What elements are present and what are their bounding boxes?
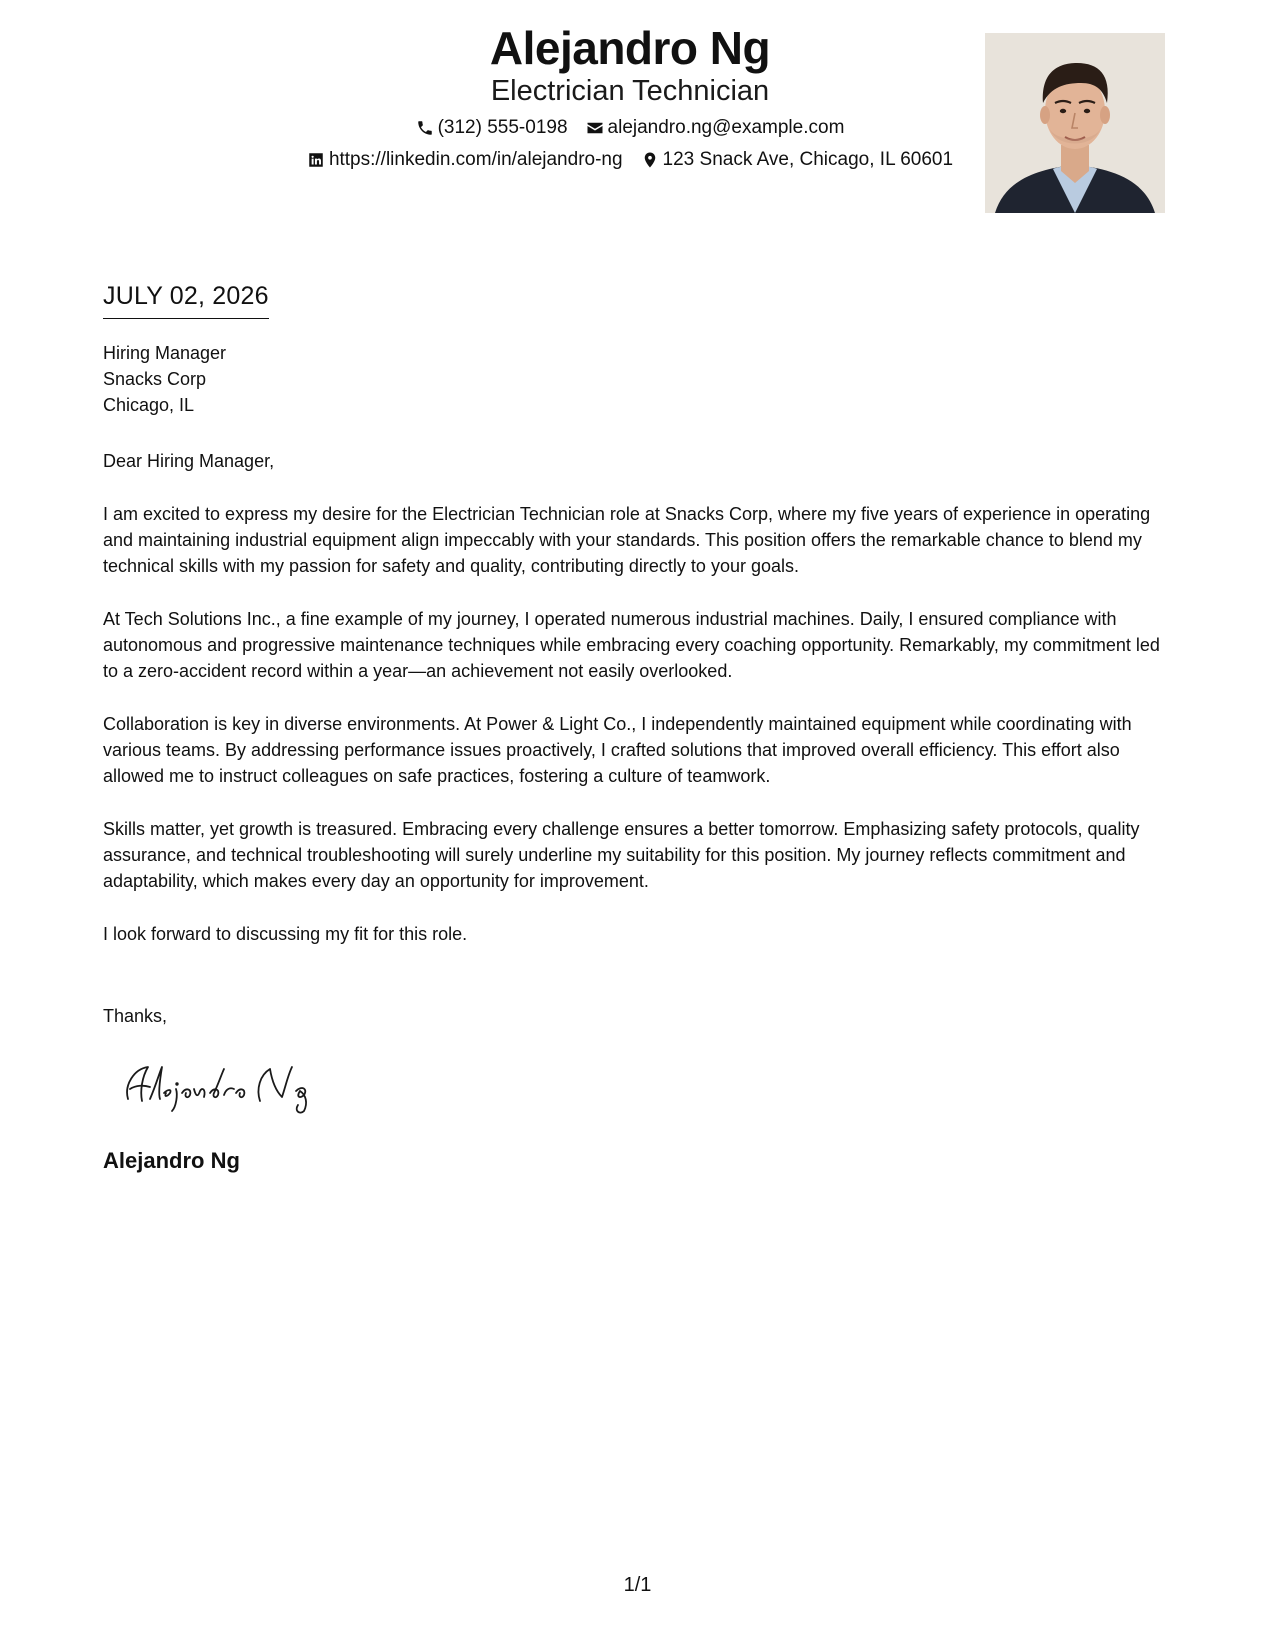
letter-closing: Thanks, bbox=[103, 1006, 168, 1026]
contact-row-primary bbox=[240, 116, 1020, 140]
handwritten-signature bbox=[120, 1055, 350, 1115]
profile-photo bbox=[985, 33, 1165, 213]
recipient-block bbox=[103, 340, 226, 418]
address-text: 123 Snack Ave, Chicago, IL 60601 bbox=[662, 149, 954, 170]
recipient-location: Chicago, IL bbox=[103, 395, 195, 415]
body-paragraph: I am excited to express my desire for the Electrician Technician role at Snacks Corp, where my five years of experience in operating and maintaining industrial equipment align impeccably with your standards. This position offers the remarkable chance to blend my technical skills with my passion for safety and quality, contributing directly to your goals. bbox=[103, 504, 1151, 576]
contact-email[interactable] bbox=[586, 116, 845, 140]
portrait-image bbox=[985, 33, 1165, 213]
envelope-icon bbox=[586, 119, 604, 137]
contact-phone bbox=[416, 116, 568, 140]
applicant-title: Electrician Technician bbox=[490, 75, 770, 107]
salutation: Dear Hiring Manager, bbox=[103, 451, 275, 471]
map-marker-icon bbox=[641, 151, 659, 169]
phone-text: (312) 555-0198 bbox=[437, 117, 568, 138]
linkedin-text[interactable]: https://linkedin.com/in/alejandro-ng bbox=[328, 149, 623, 170]
page-number: 1/1 bbox=[623, 1574, 652, 1596]
email-text[interactable]: alejandro.ng@example.com bbox=[607, 117, 845, 138]
body-paragraph: At Tech Solutions Inc., a fine example of my journey, I operated numerous industrial machines. Daily, I ensured compliance with autonomous and progressive maintenance techniques while embracing every coaching opportunity. Remarkably, my commitment led to a zero-accident record within a year—an achievement not easily overlooked. bbox=[103, 609, 1160, 681]
recipient-company: Snacks Corp bbox=[103, 369, 207, 389]
body-paragraph: Skills matter, yet growth is treasured. Embracing every challenge ensures a better tomorrow. Emphasizing safety protocols, quality assurance, and technical troubleshooting will surely underline my suitability for this position. My journey reflects commitment and adaptability, which makes every day an opportunity for improvement. bbox=[103, 819, 1140, 891]
applicant-name: Alejandro Ng bbox=[489, 22, 771, 74]
letter-header bbox=[240, 22, 1020, 172]
recipient-title: Hiring Manager bbox=[103, 343, 227, 363]
signer-name: Alejandro Ng bbox=[103, 1148, 240, 1173]
contact-address bbox=[641, 148, 954, 172]
contact-linkedin[interactable] bbox=[307, 148, 623, 172]
contact-row-secondary bbox=[240, 148, 1020, 172]
body-paragraph: Collaboration is key in diverse environments. At Power & Light Co., I independently maintained equipment while coordinating with various teams. By addressing performance issues proactively, I crafted solutions that improved overall efficiency. This effort also allowed me to instruct colleagues on safe practices, fostering a culture of teamwork. bbox=[103, 714, 1132, 786]
phone-icon bbox=[416, 119, 434, 137]
letter-date: JULY 02, 2026 bbox=[103, 280, 269, 319]
body-paragraph: I look forward to discussing my fit for this role. bbox=[103, 924, 468, 944]
letter-body bbox=[103, 448, 1168, 974]
linkedin-icon bbox=[307, 151, 325, 169]
